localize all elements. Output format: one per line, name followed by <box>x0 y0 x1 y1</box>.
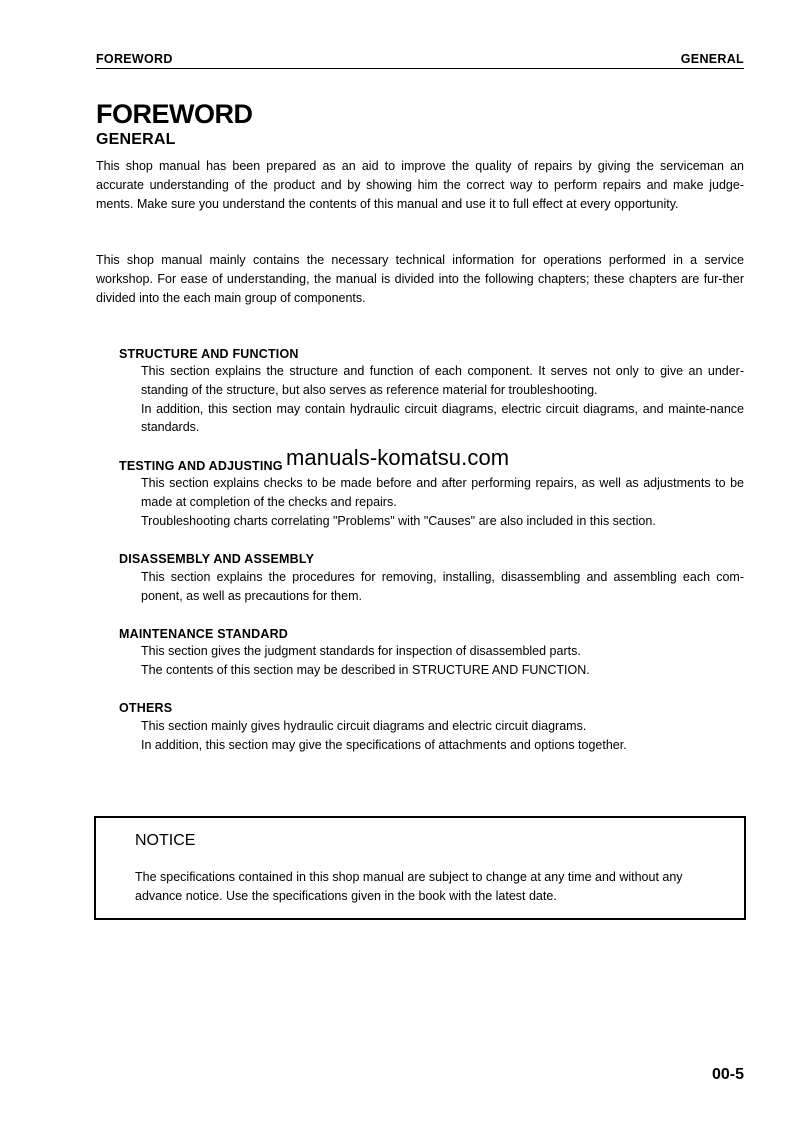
intro-paragraph-2: This shop manual mainly contains the necessary technical information for operations performed in a service workshop. For ease of understanding, the manual is divided into the following chapters; these chapters are fur-ther divided into the each main group of components. <box>96 253 744 305</box>
section-line: This section explains checks to be made before and after performing repairs, as well as adjustments to be made at completion of the checks and repairs. <box>141 476 744 509</box>
section-heading-structure: STRUCTURE AND FUNCTION <box>119 347 299 361</box>
section-line: In addition, this section may give the specifications of attachments and options together. <box>141 737 627 752</box>
header-right: GENERAL <box>680 52 744 66</box>
page-title: FOREWORD <box>96 99 253 129</box>
notice-title: NOTICE <box>135 832 196 849</box>
running-header <box>96 50 744 69</box>
notice-box <box>94 816 746 920</box>
section-line: This section gives the judgment standards for inspection of disassembled parts. <box>141 644 581 658</box>
section-heading-maintenance: MAINTENANCE STANDARD <box>119 627 289 641</box>
section-heading-testing: TESTING AND ADJUSTING <box>119 459 283 473</box>
section-line: Troubleshooting charts correlating "Problems" with "Causes" are also included in this section. <box>141 513 656 528</box>
section-heading-disassembly: DISASSEMBLY AND ASSEMBLY <box>119 552 315 566</box>
section-heading-others: OTHERS <box>119 701 173 715</box>
section-line: In addition, this section may contain hydraulic circuit diagrams, electric circuit diagrams, and mainte-nance standards. <box>141 401 744 435</box>
section-line: This section explains the structure and function of each component. It serves not only to give an under-standing of the structure, but also serves as reference material for troubleshooting. <box>141 364 744 397</box>
page-number: 00-5 <box>711 1066 744 1083</box>
section-line: This section mainly gives hydraulic circuit diagrams and electric circuit diagrams. <box>141 719 587 733</box>
page-subtitle: GENERAL <box>96 131 176 148</box>
notice-body: The specifications contained in this shop manual are subject to change at any time and without any advance notice. Use the specifications given in the book with the latest date. <box>135 870 683 903</box>
section-body-disassembly <box>141 568 744 606</box>
watermark-text: manuals-komatsu.com <box>286 445 510 470</box>
section-line: The contents of this section may be described in STRUCTURE AND FUNCTION. <box>141 662 590 677</box>
intro-paragraph-1: This shop manual has been prepared as an aid to improve the quality of repairs by giving the serviceman an accurate understanding of the product and by showing him the correct way to perform repairs and make judge-ments. Make sure you understand the contents of this manual and use it to full effect at every opportunity. <box>96 159 744 211</box>
header-left: FOREWORD <box>96 52 173 66</box>
section-body-testing <box>141 474 744 530</box>
section-line: This section explains the procedures for removing, installing, disassembling and assembling each com-ponent, as well as precautions for them. <box>141 570 744 603</box>
section-body-others <box>141 717 744 755</box>
section-body-maintenance <box>141 642 744 680</box>
section-body-structure <box>141 362 744 437</box>
